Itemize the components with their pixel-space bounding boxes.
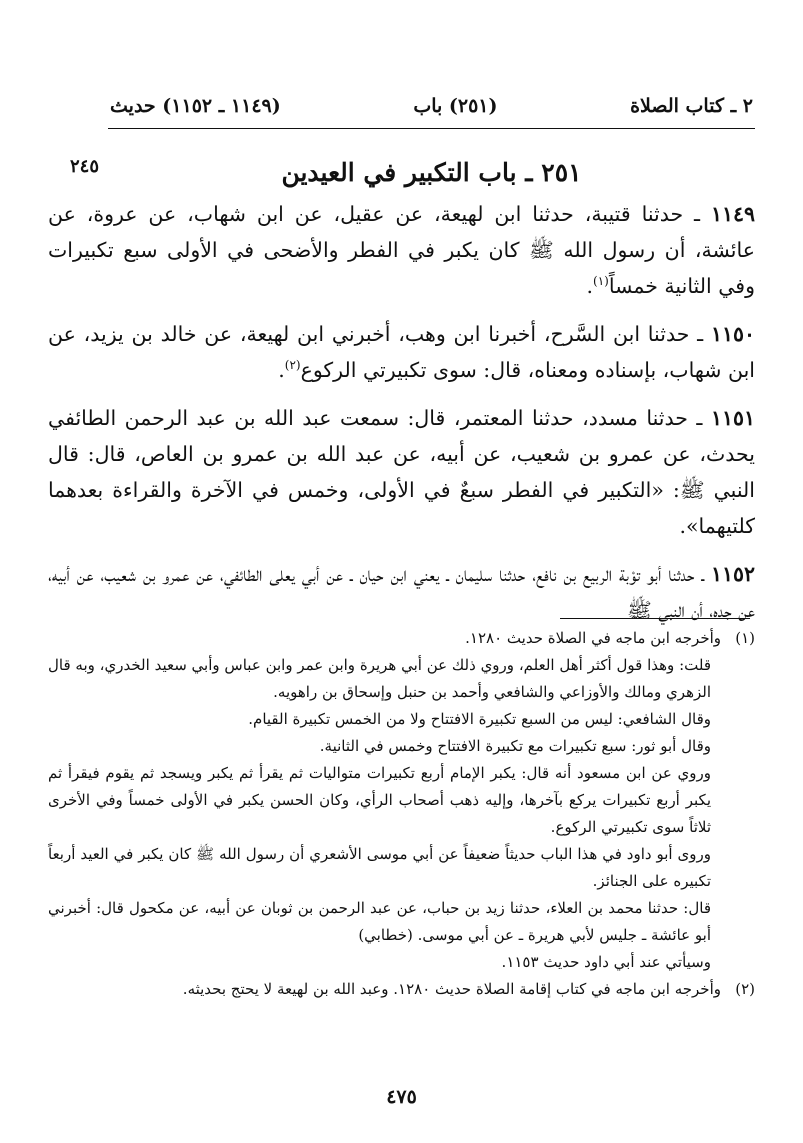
- page-number: ٤٧٥: [386, 1086, 417, 1108]
- footnote-body: [48, 625, 721, 976]
- header-book-title: ٢ ـ كتاب الصلاة: [630, 95, 753, 117]
- footnote-body: [48, 976, 721, 1003]
- hadith-number: ١١٥٠: [710, 322, 755, 346]
- hadith-number: ١١٤٩: [710, 202, 755, 226]
- footnote-line: قال: حدثنا محمد بن العلاء، حدثنا زيد بن حباب، عن عبد الرحمن بن ثوبان عن أبيه، عن مكحول قال: أخبرني أبو عائشة ـ جليس لأبي هريرة ـ عن أبي موسى. (خطابي): [48, 899, 711, 944]
- hadith-text: ـ حدثنا قتيبة، حدثنا ابن لهيعة، عن عقيل، عن ابن شهاب، عن عروة، عن عائشة، أن رسول الله ﷺ كان يكبر في الفطر والأضحى في الأولى سبع تكبيرات وفي الثانية خمساً: [48, 202, 755, 298]
- footnote-line: قلت: وهذا قول أكثر أهل العلم، وروي ذلك عن أبي هريرة وابن عمر وابن عباس وأبي سعيد الخدري، وبه قال الزهري ومالك والأوزاعي والشافعي وأحمد بن حنبل وإسحاق بن راهويه.: [48, 656, 711, 701]
- footnote-divider: [560, 618, 750, 619]
- footnotes: [48, 625, 755, 1003]
- header-chapter: (٢٥١) باب: [413, 95, 498, 117]
- header-hadith-range: (١١٤٩ ـ ١١٥٢) حديث: [110, 95, 281, 117]
- header-divider: [108, 128, 755, 129]
- hadith-text: ـ حدثنا أبو توْبة الربيع بن نافع، حدثنا سليمان ـ يعني ابن حيان ـ عن أبي يعلى الطائفي، عن عمرو بن شعيب، عن أبيه، عن جده، أن النبي ﷺ: [48, 562, 755, 622]
- hadith-end: .: [278, 358, 285, 382]
- footnote-number: (١): [735, 629, 755, 647]
- footnote: [48, 976, 755, 1003]
- footnote-number: (٢): [735, 980, 755, 998]
- hadith-text: ـ حدثنا ابن السَّرح، أخبرنا ابن وهب، أخبرني ابن لهيعة، عن خالد بن يزيد، عن ابن شهاب، بإسناده ومعناه، قال: سوى تكبيرتي الركوع: [48, 322, 755, 382]
- hadith-number: ١١٥١: [710, 406, 755, 430]
- hadith-paragraph: [48, 196, 755, 304]
- footnote: [48, 625, 755, 976]
- hadith-number: ١١٥٢: [710, 562, 755, 586]
- hadith-paragraph: [48, 400, 755, 544]
- side-page-number: ٢٤٥: [70, 156, 100, 177]
- footnote-line: وأخرجه ابن ماجه في الصلاة حديث ١٢٨٠.: [465, 629, 721, 647]
- footnote-marker: (١): [593, 274, 609, 289]
- footnote-line: وروي عن ابن مسعود أنه قال: يكبر الإمام أربع تكبيرات متواليات ثم يقرأ ثم يكبر ويسجد ثم يقوم فيقرأ ثم يكبر أربع تكبيرات يركع بآخرها، وإليه ذهب أصحاب الرأي، وكان الحسن يكبر في الأولى خمساً وفي الأخرى ثلاثاً سوى تكبيرتي الركوع.: [48, 764, 711, 836]
- hadith-end: .: [586, 274, 594, 298]
- hadith-paragraph: [48, 316, 755, 388]
- footnote-line: وروى أبو داود في هذا الباب حديثاً ضعيفاً عن أبي موسى الأشعري أن رسول الله ﷺ كان يكبر في العيد أربعاً تكبيره على الجنائز.: [48, 845, 711, 890]
- footnote-line: وأخرجه ابن ماجه في كتاب إقامة الصلاة حديث ١٢٨٠. وعبد الله بن لهيعة لا يحتج بحديثه.: [182, 980, 721, 998]
- footnote-line: وقال الشافعي: ليس من السبع تكبيرة الافتتاح ولا من الخمس تكبيرة القيام.: [248, 710, 711, 728]
- footnote-marker: (٢): [284, 358, 301, 373]
- footnote-line: وقال أبو ثور: سبع تكبيرات مع تكبيرة الافتتاح وخمس في الثانية.: [319, 737, 711, 755]
- footnote-line: وسيأتي عند أبي داود حديث ١١٥٣.: [501, 953, 711, 971]
- running-header: [110, 88, 753, 124]
- chapter-title: ٢٥١ ـ باب التكبير في العيدين: [281, 158, 582, 187]
- main-text: [48, 196, 755, 640]
- hadith-text: ـ حدثنا مسدد، حدثنا المعتمر، قال: سمعت عبد الله بن عبد الرحمن الطائفي يحدث، عن عمرو بن شعيب، عن أبيه، عن عبد الله بن عمرو بن العاص، قال: قال النبي ﷺ: «التكبير في الفطر سبعٌ في الأولى، وخمس في الآخرة والقراءة بعدهما كلتيهما».: [48, 406, 755, 538]
